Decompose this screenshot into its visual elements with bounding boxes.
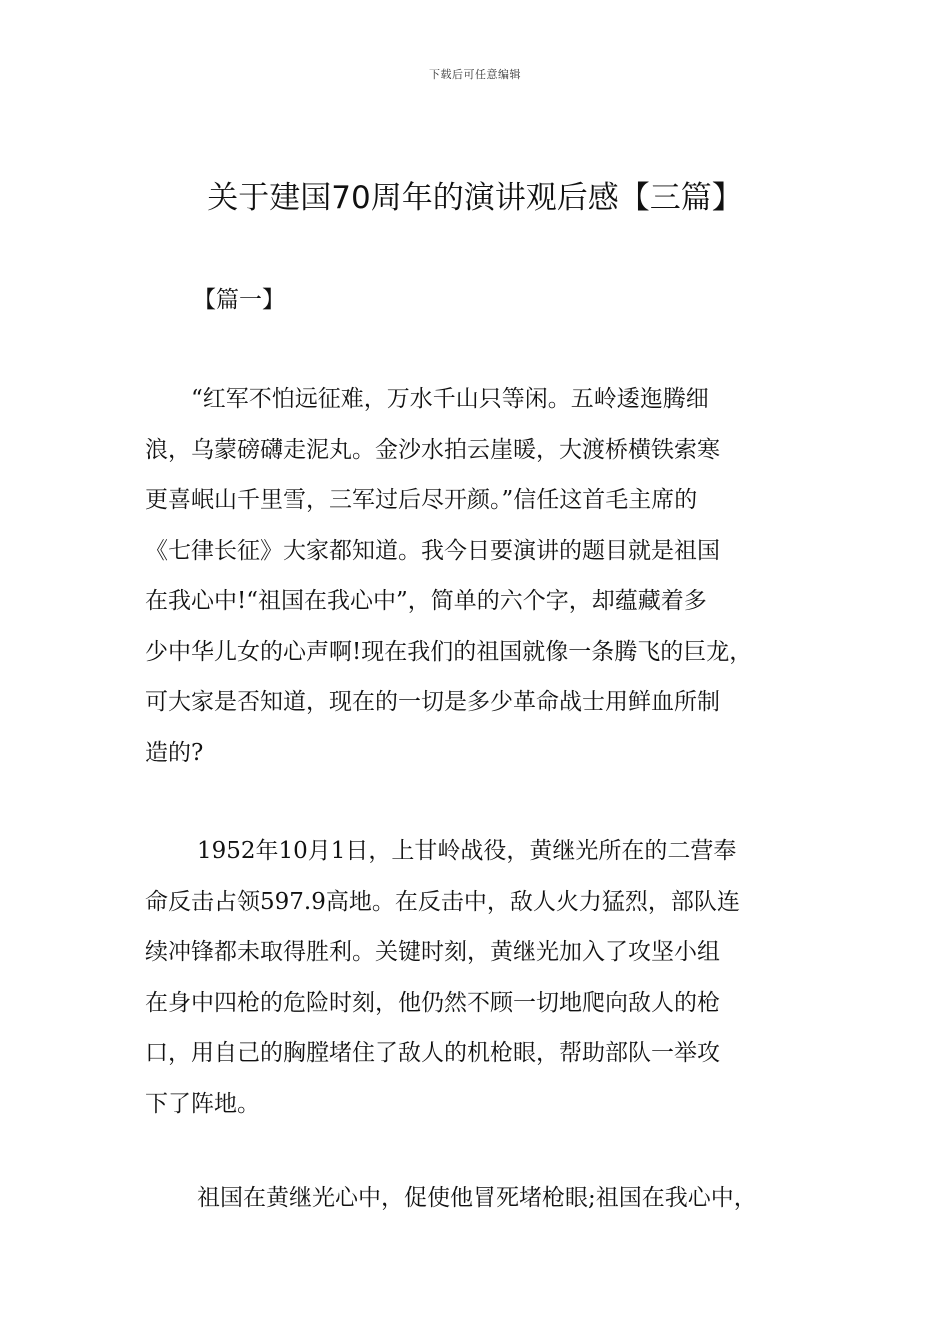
document-title: 关于建国70周年的演讲观后感【三篇】 xyxy=(207,180,743,216)
paragraph-3 xyxy=(145,1173,825,1224)
text-line: “红军不怕远征难，万水千山只等闲。五岭逶迤腾细 xyxy=(191,386,709,412)
text-line: 造的? xyxy=(145,739,204,766)
text-line: 在身中四枪的危险时刻，他仍然不顾一切地爬向敌人的枪 xyxy=(145,989,720,1016)
text-line: 1952年10月1日，上甘岭战役，黄继光所在的二营奉 xyxy=(197,838,737,864)
download-note: 下载后可任意编辑 xyxy=(429,68,521,81)
text-line: 命反击占领597.9高地。在反击中，敌人火力猛烈，部队连 xyxy=(145,888,740,915)
section-heading: 【篇一】 xyxy=(193,287,285,313)
text-line: 更喜岷山千里雪，三军过后尽开颜。”信任这首毛主席的 xyxy=(145,487,698,513)
paragraph-2 xyxy=(145,826,825,1129)
text-line: 祖国在黄继光心中，促使他冒死堵枪眼;祖国在我心中， xyxy=(197,1185,757,1211)
text-line: 可大家是否知道，现在的一切是多少革命战士用鲜血所制 xyxy=(145,689,720,715)
paragraph-1 xyxy=(145,374,825,778)
text-line: 浪，乌蒙磅礴走泥丸。金沙水拍云崖暖，大渡桥横铁索寒 xyxy=(145,436,720,463)
text-line: 下了阵地。 xyxy=(145,1090,260,1117)
text-line: 口，用自己的胸膛堵住了敌人的机枪眼，帮助部队一举攻 xyxy=(145,1040,720,1066)
text-line: 少中华儿女的心声啊!现在我们的祖国就像一条腾飞的巨龙， xyxy=(145,638,753,665)
text-line: 续冲锋都未取得胜利。关键时刻，黄继光加入了攻坚小组 xyxy=(145,939,720,965)
text-line: 《七律长征》大家都知道。我今日要演讲的题目就是祖国 xyxy=(145,537,720,564)
text-line: 在我心中!“祖国在我心中”，简单的六个字，却蕴藏着多 xyxy=(145,588,707,614)
